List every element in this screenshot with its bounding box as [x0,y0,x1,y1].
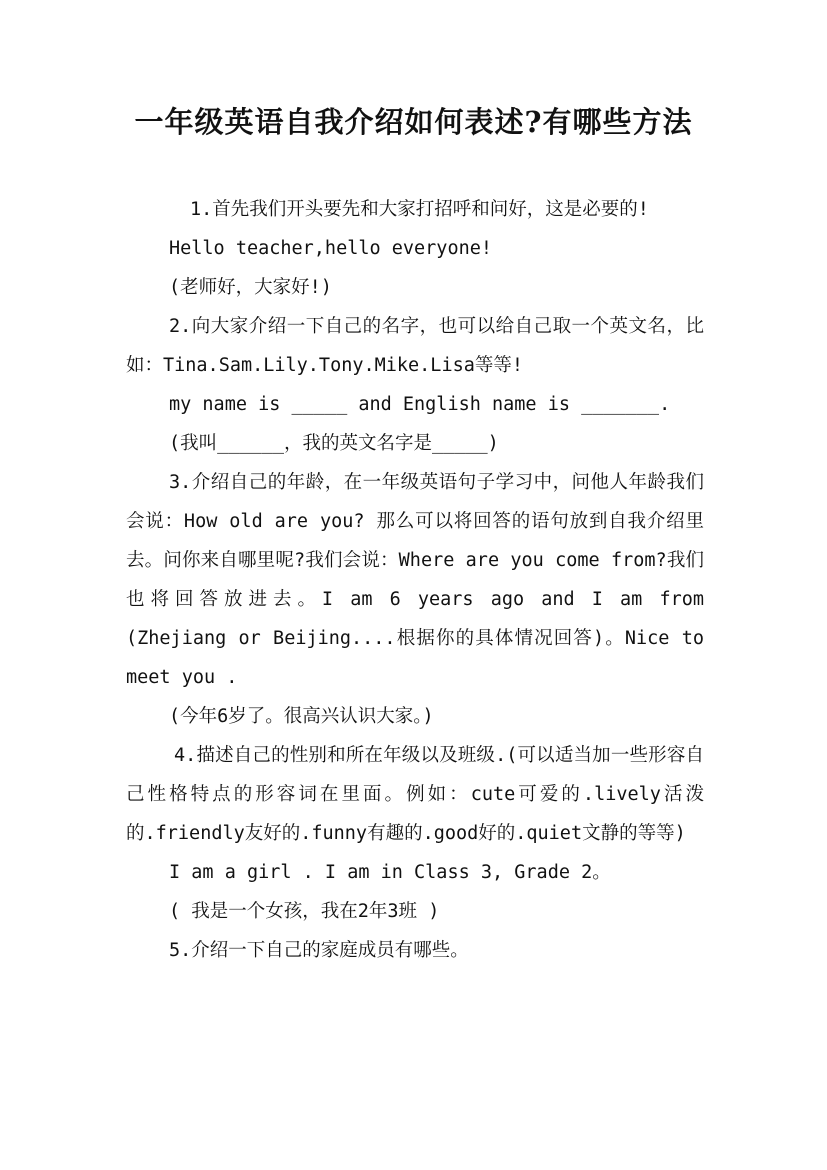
paragraph-family-intro: 5.介绍一下自己的家庭成员有哪些。 [169,940,469,961]
paragraph-age-intro: 3.介绍自己的年龄，在一年级英语句子学习中，问他人年龄我们会说：How old are you? 那么可以将回答的语句放到自我介绍里去。问你来自哪里呢?我们会说：Where are you come from?我们也将回答放进去。I am 6 years ago and I am from (Zhejiang or Beijing....根据你的具体情况回答)。Nice to meet you . [126,472,704,688]
paragraph-gender-intro: 4.描述自己的性别和所在年级以及班级.(可以适当加一些形容自己性格特点的形容词在里面。例如：cute可爱的.lively活泼的.friendly友好的.funny有趣的.good好的.quiet文静的等等) [126,745,704,844]
paragraph-gender-english: I am a girl . I am in Class 3, Grade 2。 [169,862,611,883]
paragraph-age-translation: (今年6岁了。很高兴认识大家。) [169,706,434,727]
paragraph-greeting-intro: 1.首先我们开头要先和大家打招呼和问好，这是必要的! [190,199,649,220]
document-title: 一年级英语自我介绍如何表述?有哪些方法 [134,105,693,139]
document-body [126,190,704,970]
paragraph-greeting-translation: (老师好，大家好!) [169,277,332,298]
paragraph-name-english: my name is _____ and English name is _______. [169,394,671,415]
paragraph-greeting-english: Hello teacher,hello everyone! [169,238,493,259]
paragraph-name-translation: (我叫______，我的英文名字是_____) [169,433,499,454]
paragraph-gender-translation: ( 我是一个女孩，我在2年3班 ) [169,901,440,922]
paragraph-name-intro: 2.向大家介绍一下自己的名字，也可以给自己取一个英文名，比如：Tina.Sam.Lily.Tony.Mike.Lisa等等! [126,316,704,376]
